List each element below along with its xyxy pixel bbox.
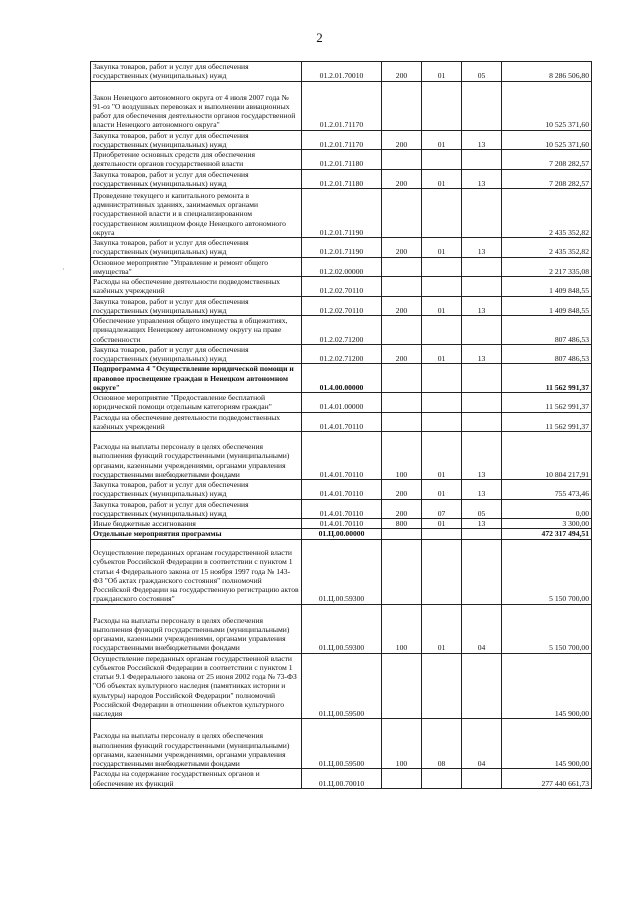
row-vr-cell: 100: [382, 604, 422, 653]
row-vr-cell: [382, 150, 422, 170]
row-name-cell: Расходы на выплаты персоналу в целях обеспечения выполнения функций государственными (муниципальными) органами, казенными учреждениями, органами управления государственными внебюджетными фондами: [91, 719, 302, 769]
row-sum-cell: 8 286 506,80: [502, 62, 592, 82]
row-pr-cell: 13: [462, 432, 502, 480]
row-vr-cell: 200: [382, 480, 422, 500]
row-pr-cell: 13: [462, 238, 502, 258]
row-code-cell: 01.2.02.71200: [302, 316, 382, 345]
row-rz-cell: [422, 539, 462, 604]
row-name-cell: Осуществление переданных органам государственной власти субъектов Российской Федерации в соответствии с пунктом 1 статьи 9.1 Федерального закона от 25 июня 2002 года № 73-ФЗ "Об объектах культурного наследия (памятниках истории и культуры) народов Российской Федерации" полномочий Российской Федерации в отношении объектов культурного наследия: [91, 653, 302, 719]
row-pr-cell: [462, 257, 502, 277]
table-row: [91, 364, 592, 393]
row-sum-cell: 145 900,00: [502, 719, 592, 769]
row-sum-cell: 755 473,46: [502, 480, 592, 500]
row-name-cell: Закупка товаров, работ и услуг для обеспечения государственных (муниципальных) нужд: [91, 130, 302, 150]
table-row: [91, 719, 592, 769]
table-row: [91, 296, 592, 316]
row-name-cell: Подпрограмма 4 "Осуществление юридической помощи и правовое просвещение граждан в Ненецком автономном округе": [91, 364, 302, 393]
row-pr-cell: [462, 364, 502, 393]
row-name-cell: Осуществление переданных органам государственной власти субъектов Российской Федерации в соответствии с пунктом 1 статьи 4 Федерального закона от 15 ноября 1997 года № 143-ФЗ "Об актах гражданского состояния" полномочий Российской Федерации на государственную регистрацию актов гражданского состояния": [91, 539, 302, 604]
row-pr-cell: 13: [462, 130, 502, 150]
row-code-cell: 01.Ц.00.00000: [302, 529, 382, 539]
row-pr-cell: [462, 539, 502, 604]
row-sum-cell: 0,00: [502, 499, 592, 519]
row-sum-cell: 5 150 700,00: [502, 539, 592, 604]
row-pr-cell: [462, 529, 502, 539]
row-vr-cell: [382, 257, 422, 277]
row-name-cell: Закупка товаров, работ и услуг для обеспечения государственных (муниципальных) нужд: [91, 296, 302, 316]
row-pr-cell: 13: [462, 344, 502, 364]
row-code-cell: 01.Ц.00.59300: [302, 539, 382, 604]
row-sum-cell: 5 150 700,00: [502, 604, 592, 653]
row-vr-cell: [382, 393, 422, 413]
table-row: [91, 277, 592, 297]
row-vr-cell: [382, 769, 422, 789]
row-name-cell: Закупка товаров, работ и услуг для обеспечения государственных (муниципальных) нужд: [91, 499, 302, 519]
row-vr-cell: 100: [382, 719, 422, 769]
row-rz-cell: [422, 412, 462, 432]
table-row: [91, 344, 592, 364]
row-sum-cell: 472 317 494,51: [502, 529, 592, 539]
row-rz-cell: 01: [422, 62, 462, 82]
row-code-cell: 01.4.01.70110: [302, 412, 382, 432]
row-vr-cell: [382, 364, 422, 393]
row-code-cell: 01.2.02.70110: [302, 296, 382, 316]
row-name-cell: Расходы на содержание государственных органов и обеспечение их функций: [91, 769, 302, 789]
page-number: 2: [316, 30, 323, 45]
row-pr-cell: [462, 81, 502, 130]
row-sum-cell: 1 409 848,55: [502, 296, 592, 316]
row-code-cell: 01.4.01.70110: [302, 519, 382, 529]
table-row: [91, 432, 592, 480]
row-sum-cell: 11 562 991,37: [502, 364, 592, 393]
row-pr-cell: 05: [462, 62, 502, 82]
row-pr-cell: [462, 150, 502, 170]
row-pr-cell: [462, 412, 502, 432]
row-pr-cell: 05: [462, 499, 502, 519]
row-sum-cell: 807 486,53: [502, 316, 592, 345]
row-code-cell: 01.2.01.70010: [302, 62, 382, 82]
row-name-cell: Закон Ненецкого автономного округа от 4 июля 2007 года № 91-оз "О воздушных перевозках и выполнении авиационных работ для обеспечения деятельности органов государственной власти Ненецкого автономного округа": [91, 81, 302, 130]
row-vr-cell: 200: [382, 238, 422, 258]
row-rz-cell: 01: [422, 480, 462, 500]
row-name-cell: Приобретение основных средств для обеспечения деятельности органов государственной власти: [91, 150, 302, 170]
row-vr-cell: [382, 653, 422, 719]
row-name-cell: Закупка товаров, работ и услуг для обеспечения государственных (муниципальных) нужд: [91, 344, 302, 364]
row-code-cell: 01.2.01.71180: [302, 150, 382, 170]
row-name-cell: Закупка товаров, работ и услуг для обеспечения государственных (муниципальных) нужд: [91, 238, 302, 258]
row-name-cell: Расходы на обеспечение деятельности подведомственных казённых учреждений: [91, 277, 302, 297]
row-name-cell: Закупка товаров, работ и услуг для обеспечения государственных (муниципальных) нужд: [91, 62, 302, 82]
row-sum-cell: 2 217 335,08: [502, 257, 592, 277]
row-rz-cell: [422, 316, 462, 345]
row-code-cell: 01.4.01.70110: [302, 432, 382, 480]
row-rz-cell: 01: [422, 296, 462, 316]
row-rz-cell: [422, 257, 462, 277]
row-code-cell: 01.4.01.70110: [302, 499, 382, 519]
row-rz-cell: 01: [422, 344, 462, 364]
row-pr-cell: 04: [462, 604, 502, 653]
row-sum-cell: 7 208 282,57: [502, 169, 592, 189]
table-row: [91, 604, 592, 653]
row-code-cell: 01.2.02.71200: [302, 344, 382, 364]
row-rz-cell: 01: [422, 169, 462, 189]
row-rz-cell: 07: [422, 499, 462, 519]
row-code-cell: 01.2.02.00000: [302, 257, 382, 277]
row-vr-cell: [382, 189, 422, 238]
table-row: [91, 238, 592, 258]
table-row: [91, 769, 592, 789]
row-pr-cell: 13: [462, 296, 502, 316]
table-row: [91, 169, 592, 189]
row-sum-cell: 11 562 991,37: [502, 393, 592, 413]
row-code-cell: 01.2.02.70110: [302, 277, 382, 297]
row-code-cell: 01.4.01.70110: [302, 480, 382, 500]
table-row: [91, 653, 592, 719]
row-rz-cell: [422, 150, 462, 170]
row-vr-cell: [382, 316, 422, 345]
table-row: [91, 519, 592, 529]
row-name-cell: Иные бюджетные ассигнования: [91, 519, 302, 529]
row-rz-cell: [422, 653, 462, 719]
row-pr-cell: 13: [462, 480, 502, 500]
row-vr-cell: 200: [382, 62, 422, 82]
row-vr-cell: 200: [382, 169, 422, 189]
table-row: [91, 480, 592, 500]
row-rz-cell: 01: [422, 130, 462, 150]
row-code-cell: 01.Ц.00.59500: [302, 719, 382, 769]
row-sum-cell: 807 486,53: [502, 344, 592, 364]
row-sum-cell: 3 300,00: [502, 519, 592, 529]
row-vr-cell: [382, 412, 422, 432]
row-vr-cell: [382, 81, 422, 130]
row-sum-cell: 145 900,00: [502, 653, 592, 719]
row-code-cell: 01.Ц.00.59500: [302, 653, 382, 719]
row-name-cell: Основное мероприятие "Управление и ремонт общего имущества": [91, 257, 302, 277]
row-rz-cell: 01: [422, 519, 462, 529]
margin-mark: ·: [62, 265, 65, 274]
row-code-cell: 01.2.01.71190: [302, 238, 382, 258]
row-sum-cell: 10 525 371,60: [502, 81, 592, 130]
table-row: [91, 257, 592, 277]
row-vr-cell: [382, 277, 422, 297]
row-rz-cell: [422, 189, 462, 238]
row-rz-cell: [422, 769, 462, 789]
row-code-cell: 01.Ц.00.70010: [302, 769, 382, 789]
row-pr-cell: [462, 393, 502, 413]
table-row: [91, 150, 592, 170]
row-rz-cell: 01: [422, 432, 462, 480]
row-rz-cell: 01: [422, 604, 462, 653]
table-row: [91, 81, 592, 130]
budget-table-body: [91, 62, 592, 789]
table-row: [91, 130, 592, 150]
row-name-cell: Расходы на выплаты персоналу в целях обеспечения выполнения функций государственными (муниципальными) органами, казенными учреждениями, органами управления государственными внебюджетными фондами: [91, 432, 302, 480]
row-code-cell: 01.2.01.71170: [302, 81, 382, 130]
row-pr-cell: [462, 769, 502, 789]
row-sum-cell: 277 440 661,73: [502, 769, 592, 789]
row-vr-cell: [382, 539, 422, 604]
row-sum-cell: 7 208 282,57: [502, 150, 592, 170]
table-row: [91, 316, 592, 345]
table-row: [91, 539, 592, 604]
row-code-cell: 01.2.01.71180: [302, 169, 382, 189]
row-pr-cell: 13: [462, 519, 502, 529]
row-pr-cell: 13: [462, 169, 502, 189]
row-code-cell: 01.2.01.71170: [302, 130, 382, 150]
row-code-cell: 01.2.01.71190: [302, 189, 382, 238]
table-row: [91, 393, 592, 413]
table-row: [91, 189, 592, 238]
row-pr-cell: [462, 189, 502, 238]
row-name-cell: Закупка товаров, работ и услуг для обеспечения государственных (муниципальных) нужд: [91, 480, 302, 500]
row-vr-cell: 100: [382, 432, 422, 480]
row-name-cell: Расходы на выплаты персоналу в целях обеспечения выполнения функций государственными (муниципальными) органами, казенными учреждениями, органами управления государственными внебюджетными фондами: [91, 604, 302, 653]
row-rz-cell: [422, 529, 462, 539]
row-vr-cell: 200: [382, 296, 422, 316]
row-rz-cell: [422, 364, 462, 393]
row-name-cell: Расходы на обеспечение деятельности подведомственных казённых учреждений: [91, 412, 302, 432]
row-pr-cell: [462, 316, 502, 345]
row-pr-cell: [462, 277, 502, 297]
row-vr-cell: 200: [382, 344, 422, 364]
row-name-cell: Основное мероприятие "Предоставление бесплатной юридической помощи отдельным категориям граждан": [91, 393, 302, 413]
row-code-cell: 01.4.01.00000: [302, 393, 382, 413]
row-code-cell: 01.4.00.00000: [302, 364, 382, 393]
table-row: [91, 529, 592, 539]
row-name-cell: Проведение текущего и капитального ремонта в административных зданиях, занимаемых органами государственной власти и в специализированном государственном жилищном фонде Ненецкого автономного округа: [91, 189, 302, 238]
row-code-cell: 01.Ц.00.59300: [302, 604, 382, 653]
budget-table: [90, 61, 592, 789]
row-rz-cell: [422, 277, 462, 297]
row-rz-cell: 01: [422, 238, 462, 258]
row-name-cell: Отдельные мероприятия программы: [91, 529, 302, 539]
row-pr-cell: 04: [462, 719, 502, 769]
row-name-cell: Закупка товаров, работ и услуг для обеспечения государственных (муниципальных) нужд: [91, 169, 302, 189]
row-pr-cell: [462, 653, 502, 719]
row-vr-cell: 200: [382, 499, 422, 519]
row-sum-cell: 10 525 371,60: [502, 130, 592, 150]
row-vr-cell: 800: [382, 519, 422, 529]
table-row: [91, 412, 592, 432]
table-row: [91, 499, 592, 519]
row-rz-cell: [422, 393, 462, 413]
row-sum-cell: 2 435 352,82: [502, 189, 592, 238]
row-rz-cell: 08: [422, 719, 462, 769]
row-vr-cell: [382, 529, 422, 539]
row-sum-cell: 1 409 848,55: [502, 277, 592, 297]
row-sum-cell: 10 804 217,91: [502, 432, 592, 480]
table-row: [91, 62, 592, 82]
row-rz-cell: [422, 81, 462, 130]
row-sum-cell: 11 562 991,37: [502, 412, 592, 432]
row-vr-cell: 200: [382, 130, 422, 150]
row-name-cell: Обеспечение управления общего имущества в общежитиях, принадлежащих Ненецкому автономному округу на праве собственности: [91, 316, 302, 345]
row-sum-cell: 2 435 352,82: [502, 238, 592, 258]
